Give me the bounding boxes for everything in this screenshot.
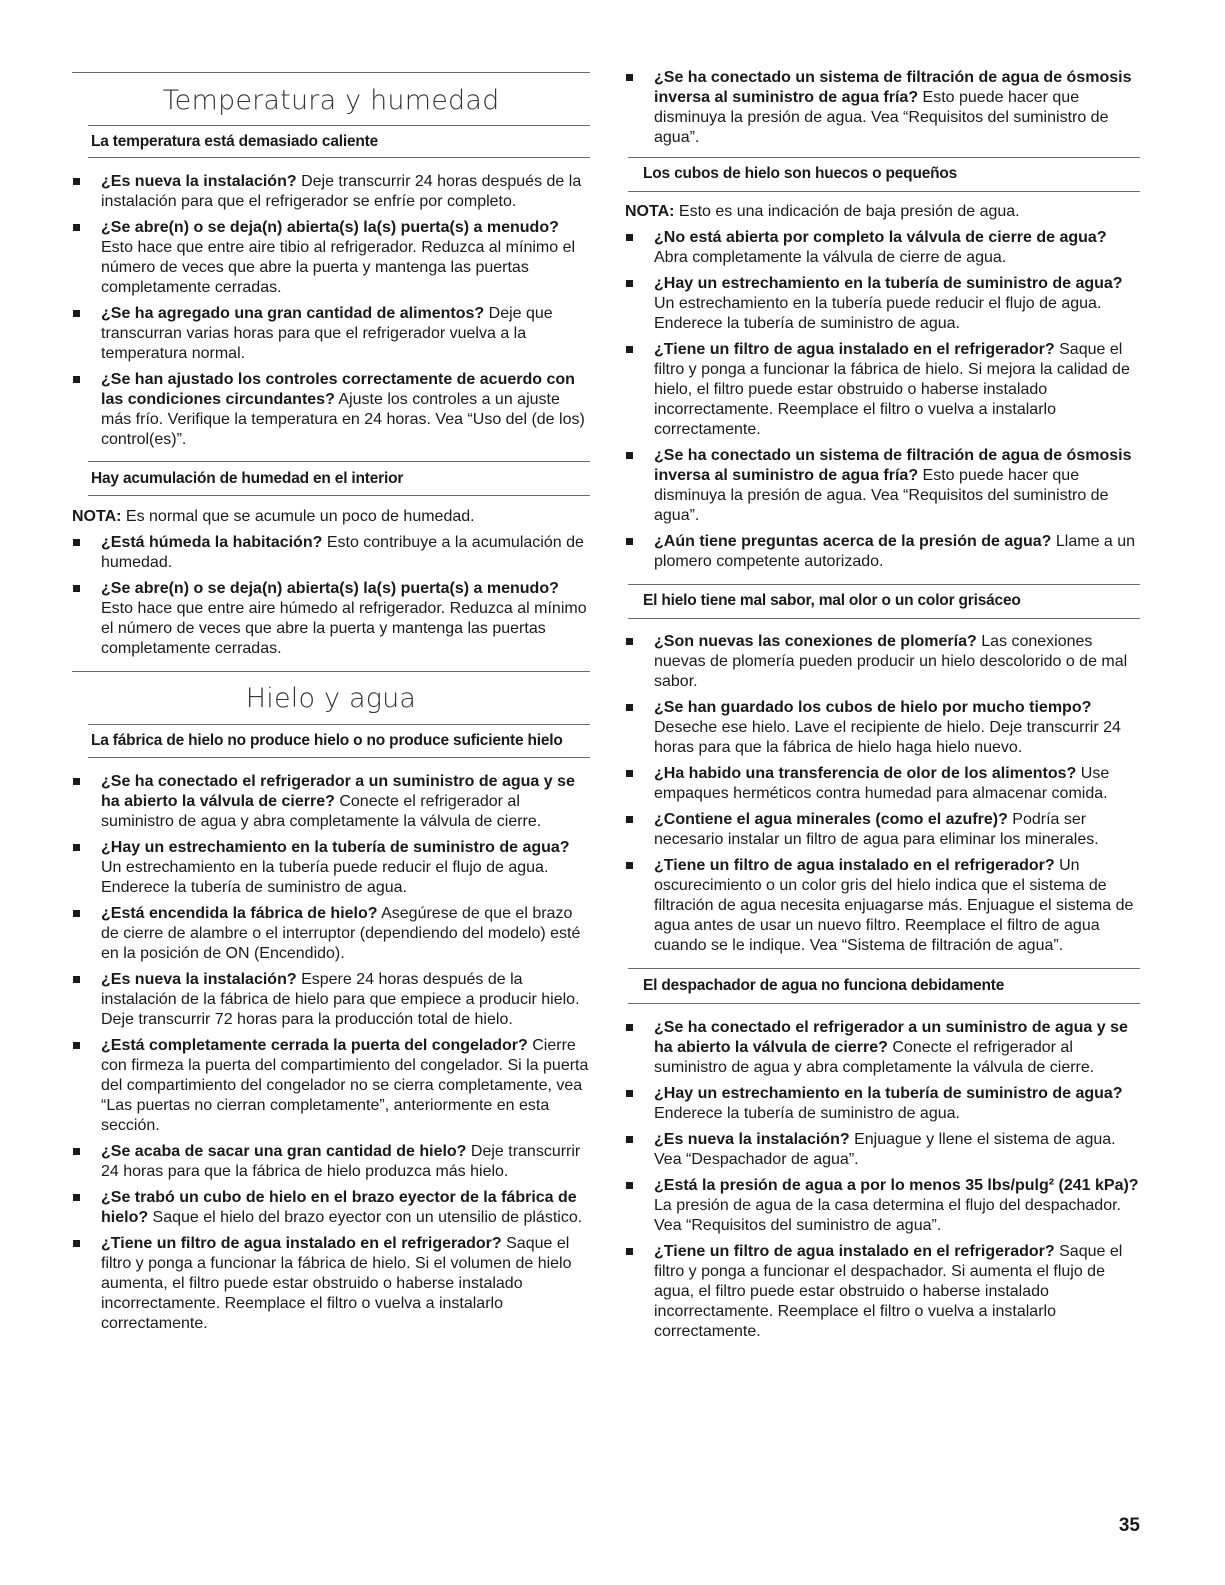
answer-text: Deje transcurrir 24 horas después de la instalación para que el refrigerador se enfríe por completo. xyxy=(101,173,582,210)
subheading-temp-too-warm: La temperatura está demasiado caliente xyxy=(91,133,379,150)
list-item xyxy=(625,1018,1140,1078)
question-text: ¿Se han guardado los cubos de hielo por mucho tiempo? xyxy=(654,699,1092,716)
list-item xyxy=(625,1242,1140,1342)
answer-text: Saque el filtro y ponga a funcionar la fábrica de hielo. Si el volumen de hielo aumenta, el filtro puede estar obstruido o haberse instalado incorrectamente. Reemplace el filtro o vuelva a instalarlo correctamente. xyxy=(101,1235,572,1332)
answer-text: Esto contribuye a la acumulación de humedad. xyxy=(101,534,584,571)
left-column xyxy=(72,0,590,1334)
question-text: ¿Son nuevas las conexiones de plomería? xyxy=(654,633,977,650)
divider xyxy=(628,584,1140,585)
question-text: ¿Hay un estrechamiento en la tubería de suministro de agua? xyxy=(101,839,570,856)
section-title-ice-water: Hielo y agua xyxy=(245,683,417,714)
divider xyxy=(88,495,590,496)
list-item xyxy=(625,68,1140,148)
answer-text: Esto hace que entre aire húmedo al refrigerador. Reduzca al mínimo el número de veces que abre la puerta y mantenga las puertas completamente cerradas. xyxy=(101,600,587,657)
question-text: ¿Se abre(n) o se deja(n) abierta(s) la(s) puerta(s) a menudo? xyxy=(101,219,559,236)
list-item xyxy=(72,1036,590,1136)
divider xyxy=(72,671,590,672)
hollow-problem-list xyxy=(625,228,1140,572)
list-item xyxy=(625,810,1140,850)
answer-text: Podría ser necesario instalar un filtro de agua para eliminar los minerales. xyxy=(654,811,1099,848)
question-text: ¿Se ha conectado un sistema de filtración de agua de ósmosis inversa al suministro de agua fría? xyxy=(654,447,1132,484)
answer-text: Saque el filtro y ponga a funcionar la fábrica de hielo. Si mejora la calidad de hielo, el filtro puede estar obstruido o haberse instalado incorrectamente. Reemplace el filtro o vuelva a instalarlo correctamente. xyxy=(654,341,1130,438)
list-item xyxy=(72,970,590,1030)
icemaker-problem-list xyxy=(72,772,590,1334)
answer-text: Saque el filtro y ponga a funcionar el despachador. Si aumenta el flujo de agua, el filtro puede estar obstruido o haberse instalado incorrectamente. Reemplace el filtro o vuelva a instalarlo correctamente. xyxy=(654,1243,1123,1340)
list-item xyxy=(625,274,1140,334)
list-item xyxy=(72,1234,590,1334)
question-text: ¿Se acaba de sacar una gran cantidad de hielo? xyxy=(101,1143,467,1160)
answer-text: Esto hace que entre aire tibio al refrigerador. Reduzca al mínimo el número de veces que abre la puerta y mantenga las puertas completamente cerradas. xyxy=(101,239,576,296)
list-item xyxy=(625,1130,1140,1170)
list-item xyxy=(72,172,590,212)
list-item xyxy=(72,533,590,573)
question-text: ¿Es nueva la instalación? xyxy=(101,173,297,190)
answer-text: Un oscurecimiento o un color gris del hielo indica que el sistema de filtración de agua necesita enjuagarse más. Enjuague el sistema de agua antes de usar un nuevo filtro. Reemplace el filtro de agua cuando se le indique. Vea “Sistema de filtración de agua”. xyxy=(654,857,1134,954)
answer-text: Un estrechamiento en la tubería puede reducir el flujo de agua. Enderece la tubería de suministro de agua. xyxy=(101,859,549,896)
answer-text: Espere 24 horas después de la instalación de la fábrica de hielo para que empiece a producir hielo. Deje transcurrir 72 horas para la producción total de hielo. xyxy=(101,971,580,1028)
list-item xyxy=(625,856,1140,956)
list-item xyxy=(72,904,590,964)
note-text: Es normal que se acumule un poco de humedad. xyxy=(121,508,475,525)
answer-text: Enderece la tubería de suministro de agua. xyxy=(654,1105,960,1122)
answer-text: Use empaques herméticos contra humedad para almacenar comida. xyxy=(654,765,1110,802)
subheading-bad-taste: El hielo tiene mal sabor, mal olor o un color grisáceo xyxy=(643,592,1021,609)
divider xyxy=(628,191,1140,192)
question-text: ¿Está completamente cerrada la puerta del congelador? xyxy=(101,1037,528,1054)
temp-problem-list xyxy=(72,172,590,450)
question-text: ¿Se ha conectado el refrigerador a un suministro de agua y se ha abierto la válvula de cierre? xyxy=(101,773,575,810)
list-item xyxy=(72,1188,590,1228)
answer-text: La presión de agua de la casa determina el flujo del despachador. Vea “Requisitos del suministro de agua”. xyxy=(654,1197,1121,1234)
question-text: ¿Contiene el agua minerales (como el azufre)? xyxy=(654,811,1008,828)
divider xyxy=(628,1003,1140,1004)
note-label: NOTA: xyxy=(625,203,675,220)
humidity-note xyxy=(72,507,590,527)
subheading-dispenser: El despachador de agua no funciona debidamente xyxy=(643,977,1005,994)
subheading-humidity: Hay acumulación de humedad en el interior xyxy=(91,470,404,487)
answer-text: Llame a un plomero competente autorizado. xyxy=(654,533,1136,570)
answer-text: Conecte el refrigerador al suministro de agua y abra completamente la válvula de cierre. xyxy=(654,1039,1095,1076)
question-text: ¿Se ha conectado un sistema de filtración de agua de ósmosis inversa al suministro de agua fría? xyxy=(654,69,1132,106)
list-item xyxy=(625,446,1140,526)
answer-text: Deje que transcurran varias horas para que el refrigerador vuelva a la temperatura normal. xyxy=(101,305,553,362)
question-text: ¿Es nueva la instalación? xyxy=(101,971,297,988)
list-item xyxy=(72,304,590,364)
question-text: ¿Tiene un filtro de agua instalado en el refrigerador? xyxy=(654,1243,1055,1260)
question-text: ¿Ha habido una transferencia de olor de los alimentos? xyxy=(654,765,1077,782)
question-text: ¿Hay un estrechamiento en la tubería de suministro de agua? xyxy=(654,275,1123,292)
divider xyxy=(88,757,590,758)
subheading-hollow-cubes: Los cubos de hielo son huecos o pequeños xyxy=(643,165,958,182)
list-item xyxy=(625,340,1140,440)
divider xyxy=(628,968,1140,969)
divider xyxy=(88,125,590,126)
answer-text: Las conexiones nuevas de plomería pueden producir un hielo descolorido o de mal sabor. xyxy=(654,633,1128,690)
answer-text: Abra completamente la válvula de cierre de agua. xyxy=(654,249,1007,266)
answer-text: Deseche ese hielo. Lave el recipiente de hielo. Deje transcurrir 24 horas para que la fábrica de hielo haga hielo nuevo. xyxy=(654,719,1121,756)
question-text: ¿Está encendida la fábrica de hielo? xyxy=(101,905,378,922)
list-item xyxy=(72,838,590,898)
subheading-icemaker: La fábrica de hielo no produce hielo o no produce suficiente hielo xyxy=(91,732,563,749)
answer-text: Ajuste los controles a un ajuste más frío. Verifique la temperatura en 24 horas. Vea “Uso del (de los) control(es)”. xyxy=(101,391,585,448)
list-item xyxy=(72,579,590,659)
list-item xyxy=(625,1084,1140,1124)
list-item xyxy=(625,698,1140,758)
question-text: ¿Se ha agregado una gran cantidad de alimentos? xyxy=(101,305,485,322)
question-text: ¿Aún tiene preguntas acerca de la presión de agua? xyxy=(654,533,1052,550)
answer-text: Deje transcurrir 24 horas para que la fábrica de hielo produzca más hielo. xyxy=(101,1143,581,1180)
question-text: ¿Tiene un filtro de agua instalado en el refrigerador? xyxy=(654,857,1055,874)
section-title-temperature: Temperatura y humedad xyxy=(162,85,500,116)
right-column xyxy=(625,0,1140,1342)
question-text: ¿Está la presión de agua a por lo menos 35 lbs/pulg² (241 kPa)? xyxy=(654,1177,1139,1194)
list-item xyxy=(625,632,1140,692)
taste-problem-list xyxy=(625,632,1140,956)
list-item xyxy=(625,1176,1140,1236)
divider xyxy=(628,157,1140,158)
hollow-note xyxy=(625,202,1140,222)
list-item xyxy=(72,218,590,298)
list-item xyxy=(625,228,1140,268)
dispenser-problem-list xyxy=(625,1018,1140,1342)
question-text: ¿Se ha conectado el refrigerador a un suministro de agua y se ha abierto la válvula de cierre? xyxy=(654,1019,1128,1056)
list-item xyxy=(625,764,1140,804)
reverse-osmosis-list xyxy=(625,68,1140,148)
answer-text: Conecte el refrigerador al suministro de agua y abra completamente la válvula de cierre. xyxy=(101,793,542,830)
answer-text: Cierre con firmeza la puerta del compartimiento del congelador. Si la puerta del compartimiento del congelador no se cierra completamente, vea “Las puertas no cierran completamente”, anteriormente en esta sección. xyxy=(101,1037,589,1134)
answer-text: Enjuague y llene el sistema de agua. Vea “Despachador de agua”. xyxy=(654,1131,1116,1168)
question-text: ¿Se han ajustado los controles correctamente de acuerdo con las condiciones circundantes? xyxy=(101,371,575,408)
note-text: Esto es una indicación de baja presión de agua. xyxy=(674,203,1020,220)
divider xyxy=(72,72,590,73)
question-text: ¿Hay un estrechamiento en la tubería de suministro de agua? xyxy=(654,1085,1123,1102)
question-text: ¿Es nueva la instalación? xyxy=(654,1131,850,1148)
list-item xyxy=(72,1142,590,1182)
answer-text: Esto puede hacer que disminuya la presión de agua. Vea “Requisitos del suministro de agua”. xyxy=(654,467,1109,524)
note-label: NOTA: xyxy=(72,508,122,525)
divider xyxy=(628,618,1140,619)
page-number: 35 xyxy=(1118,1515,1140,1536)
answer-text: Saque el hielo del brazo eyector con un utensilio de plástico. xyxy=(148,1209,583,1226)
answer-text: Asegúrese de que el brazo de cierre de alambre o el interruptor (dependiendo del modelo) esté en la posición de ON (Encendido). xyxy=(101,905,581,962)
divider xyxy=(88,724,590,725)
list-item xyxy=(72,370,590,450)
question-text: ¿Se trabó un cubo de hielo en el brazo eyector de la fábrica de hielo? xyxy=(101,1189,577,1226)
answer-text: Esto puede hacer que disminuya la presión de agua. Vea “Requisitos del suministro de agua”. xyxy=(654,89,1109,146)
question-text: ¿Tiene un filtro de agua instalado en el refrigerador? xyxy=(654,341,1055,358)
question-text: ¿No está abierta por completo la válvula de cierre de agua? xyxy=(654,229,1107,246)
humidity-problem-list xyxy=(72,533,590,659)
list-item xyxy=(72,772,590,832)
question-text: ¿Se abre(n) o se deja(n) abierta(s) la(s) puerta(s) a menudo? xyxy=(101,580,559,597)
divider xyxy=(88,461,590,462)
question-text: ¿Está húmeda la habitación? xyxy=(101,534,323,551)
answer-text: Un estrechamiento en la tubería puede reducir el flujo de agua. Enderece la tubería de suministro de agua. xyxy=(654,295,1102,332)
question-text: ¿Tiene un filtro de agua instalado en el refrigerador? xyxy=(101,1235,502,1252)
list-item xyxy=(625,532,1140,572)
divider xyxy=(88,157,590,158)
